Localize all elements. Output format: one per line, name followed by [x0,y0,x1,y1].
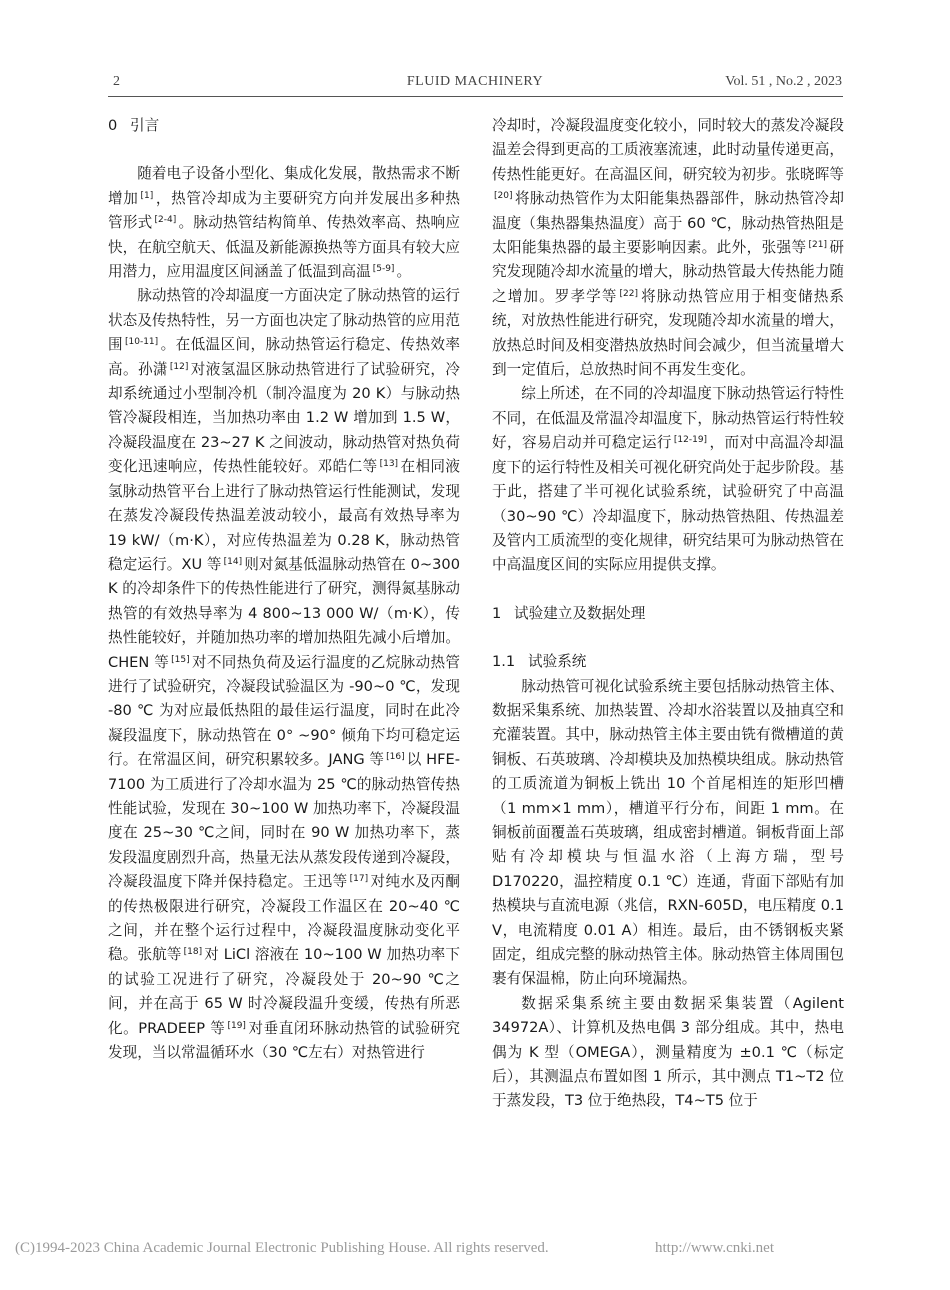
citation: [12] [169,361,189,372]
citation: [1] [140,190,154,201]
citation: [10-11] [125,337,159,348]
citation: [22] [619,288,639,299]
citation: [21] [808,240,827,251]
citation: [13] [379,459,399,470]
citation: [15] [171,654,190,665]
footer-url[interactable]: http://www.cnki.net [655,1240,775,1256]
subsection-heading-1-1: 1.1 试验系统 [492,653,587,671]
intro-paragraph-2-continued: 冷却时，冷凝段温度变化较小，同时较大的蒸发冷凝段温差会得到更高的工质液塞流速，此时动量传递更高，传热性能更好。在高温区间，研究较为初步。张晓晖等[20] 将脉动热管作为太阳能集热器部件，脉动热管冷却温度（集热器集热温度）高于 60 ℃，脉动热管热阻是太阳能集热器的最主要影响因素。此外，张强等 [21] 研究发现随冷却水流量的增大，脉动热管最大传热能力随之增加。罗孝学等 [22] 将脉动热管应用于相变储热系统，对放热性能进行研究，发现随冷却水流量的增大，放热总时间及相变潜热放热时间会减少，但当流量增大到一定值后，总放热时间不再发生变化。 [492,117,844,379]
citation: [12-19] [673,435,708,446]
citation: [18] [183,947,203,958]
copyright-notice: (C)1994-2023 China Academic Journal Electronic Publishing House. All rights reserved. [15,1240,549,1256]
intro-paragraph-1: 随着电子设备小型化、集成化发展，散热需求不断增加 [1] ，热管冷却成为主要研究方向并发展出多种热管形式 [2-4] 。脉动热管结构简单、传热效率高、热响应快，在航空航天、低温及新能源换热等方面具有较大应用潜力，应用温度区间涵盖了低温到高温 [5-9] 。 [108,165,460,281]
right-column [492,114,844,1114]
volume-info: Vol. 51 , No.2 , 2023 [725,74,842,89]
section-heading-0: 0 引言 [108,117,160,134]
citation: [16] [386,752,405,763]
test-system-paragraph-2: 数据采集系统主要由数据采集装置（Agilent 34972A）、计算机及热电偶 3 部分组成。其中，热电偶为 K 型（OMEGA），测量精度为 ±0.1 ℃（标定后），其测温点布置如图 1 所示，其中测点 T1~T2 位于蒸发段，T3 位于绝热段，T4~T5 位于 [492,994,844,1110]
left-column [108,114,460,1065]
section-heading-1: 1 试验建立及数据处理 [492,604,646,622]
test-system-paragraph-1: 脉动热管可视化试验系统主要包括脉动热管主体、数据采集系统、加热装置、冷却水浴装置以及抽真空和充灌装置。其中，脉动热管主体主要由铣有微槽道的黄铜板、石英玻璃、冷却模块及加热模块组成。脉动热管的工质流道为铜板上铣出 10 个首尾相连的矩形凹槽（1 mm×1 mm），槽道平行分布，间距 1 mm。在铜板前面覆盖石英玻璃，组成密封槽道。铜板背面上部贴有冷却模块与恒温水浴（上海方瑞，型号 D170220，温控精度 0.1 ℃）连通，背面下部贴有加热模块与直流电源（兆信，RXN-605D，电压精度 0.1 V，电流精度 0.01 A）相连。最后，由不锈钢板夹紧固定，组成完整的脉动热管主体。脉动热管主体周围包裹有保温棉，防止向环境漏热。 [492,677,844,988]
citation: [17] [349,874,369,885]
journal-name: FLUID MACHINERY [406,74,544,89]
citation: [19] [227,1020,246,1031]
citation: [5-9] [372,264,395,275]
intro-paragraph-3: 综上所述，在不同的冷却温度下脉动热管运行特性不同，在低温及常温冷却温度下，脉动热管运行特性较好，容易启动并可稳定运行 [12-19] ，而对中高温冷却温度下的运行特性及相关可视化研究尚处于起步阶段。基于此，搭建了半可视化试验系统，试验研究了中高温（30~90 ℃）冷却温度下，脉动热管热阻、传热温差及管内工质流型的变化规律，研究结果可为脉动热管在中高温度区间的实际应用提供支撑。 [492,385,844,574]
citation: [14] [223,556,243,567]
header-rule [108,96,843,97]
citation: [2-4] [154,215,177,226]
intro-paragraph-2: 脉动热管的冷却温度一方面决定了脉动热管的运行状态及传热特性，另一方面也决定了脉动热管的应用范围 [10-11] 。在低温区间，脉动热管运行稳定、传热效率高。孙潇 [12] 对液氢温区脉动热管进行了试验研究，冷却系统通过小型制冷机（制冷温度为 20 K）与脉动热管冷凝段相连，当加热功率由 1.2 W 增加到 1.5 W，冷凝段温度在 23~27 K 之间波动，脉动热管对热负荷变化迅速响应，传热性能较好。邓皓仁等 [13] 在相同液氢脉动热管平台上进行了脉动热管运行性能测试，发现在蒸发冷凝段传热温差波动较小，最高有效热导率为 19 kW/（m·K），对应传热温差为 0.28 K，脉动热管稳定运行。XU 等 [14] 则对氮基低温脉动热管在 0~300 K 的冷却条件下的传热性能进行了研究，测得氮基脉动热管的有效热导率为 4 800~13 000 W/（m·K），传热性能较好，并随加热功率的增加热阻先减小后增加。CHEN 等 [15] 对不同热负荷及运行温度的乙烷脉动热管进行了试验研究，冷凝段试验温区为 -90~0 ℃，发现 -80 ℃ 为对应最低热阻的最佳运行温度，同时在此冷凝段温度下，脉动热管在 0° ~90° 倾角下均可稳定运行。在常温区间，研究积累较多。JANG 等 [16] 以 HFE-7100 为工质进行了冷却水温为 25 ℃的脉动热管传热性能试验，发现在 30~100 W 加热功率下，冷凝段温度在 25~30 ℃之间，同时在 90 W 加热功率下，蒸发段温度剧烈升高，热量无法从蒸发段传递到冷凝段，冷凝段温度下降并保持稳定。王迅等 [17] 对纯水及丙酮的传热极限进行研究，冷凝段工作温区在 20~40 ℃之间，并在整个运行过程中，冷凝段温度脉动变化平稳。张航等 [18] 对 LiCl 溶液在 10~100 W 加热功率下的试验工况进行了研究，冷凝段处于 20~90 ℃之间，并在高于 65 W 时冷凝段温升变缓，传热有所恶化。PRADEEP 等 [19] 对垂直闭环脉动热管的试验研究发现，当以常温循环水（30 ℃左右）对热管进行 [108,287,460,1062]
citation: [20] [494,191,513,202]
page-number: 2 [113,74,120,89]
